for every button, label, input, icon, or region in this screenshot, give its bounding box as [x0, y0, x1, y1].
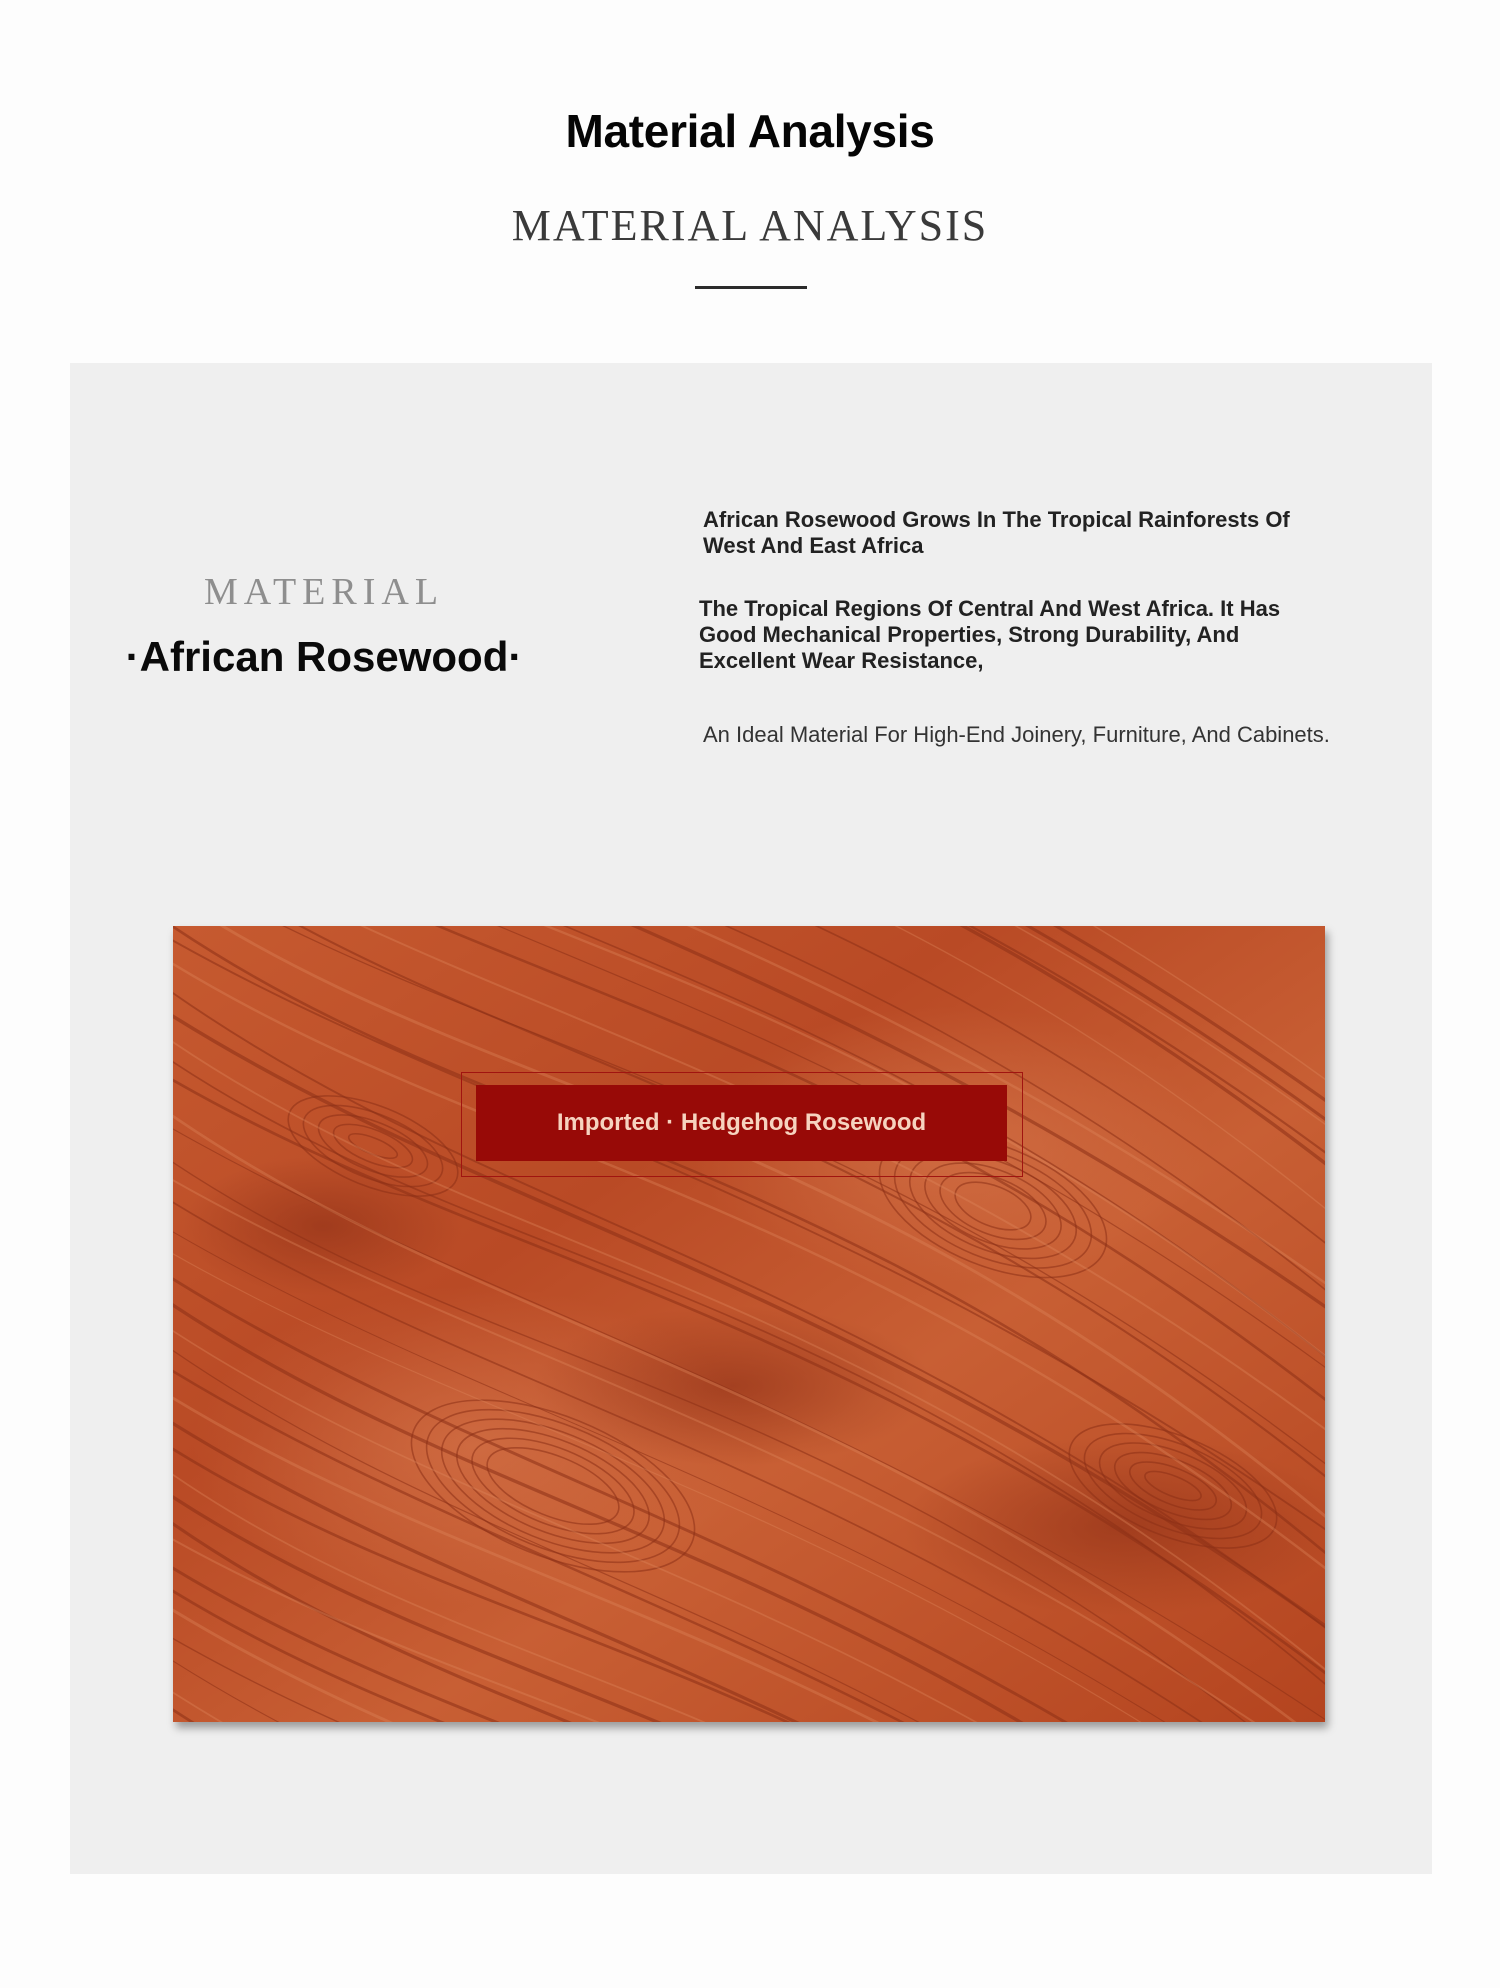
- wood-name-heading: ·African Rosewood·: [125, 633, 523, 680]
- origin-description: African Rosewood Grows In The Tropical Rainforests Of West And East Africa: [703, 507, 1290, 558]
- wood-type-badge: Imported · Hedgehog Rosewood: [476, 1085, 1007, 1161]
- wood-grain-photo: [173, 926, 1325, 1722]
- wood-grain-illustration: [173, 926, 1325, 1722]
- material-panel: [70, 363, 1432, 1874]
- title-divider: [695, 286, 807, 289]
- properties-description: The Tropical Regions Of Central And West Africa. It Has Good Mechanical Properties, Strong Durability, And Excellent Wear Resistance,: [699, 596, 1281, 673]
- page-subtitle: MATERIAL ANALYSIS: [511, 201, 989, 250]
- usage-description: An Ideal Material For High-End Joinery, Furniture, And Cabinets.: [703, 722, 1330, 747]
- material-label: MATERIAL: [203, 571, 445, 613]
- page-title: Material Analysis: [565, 105, 935, 157]
